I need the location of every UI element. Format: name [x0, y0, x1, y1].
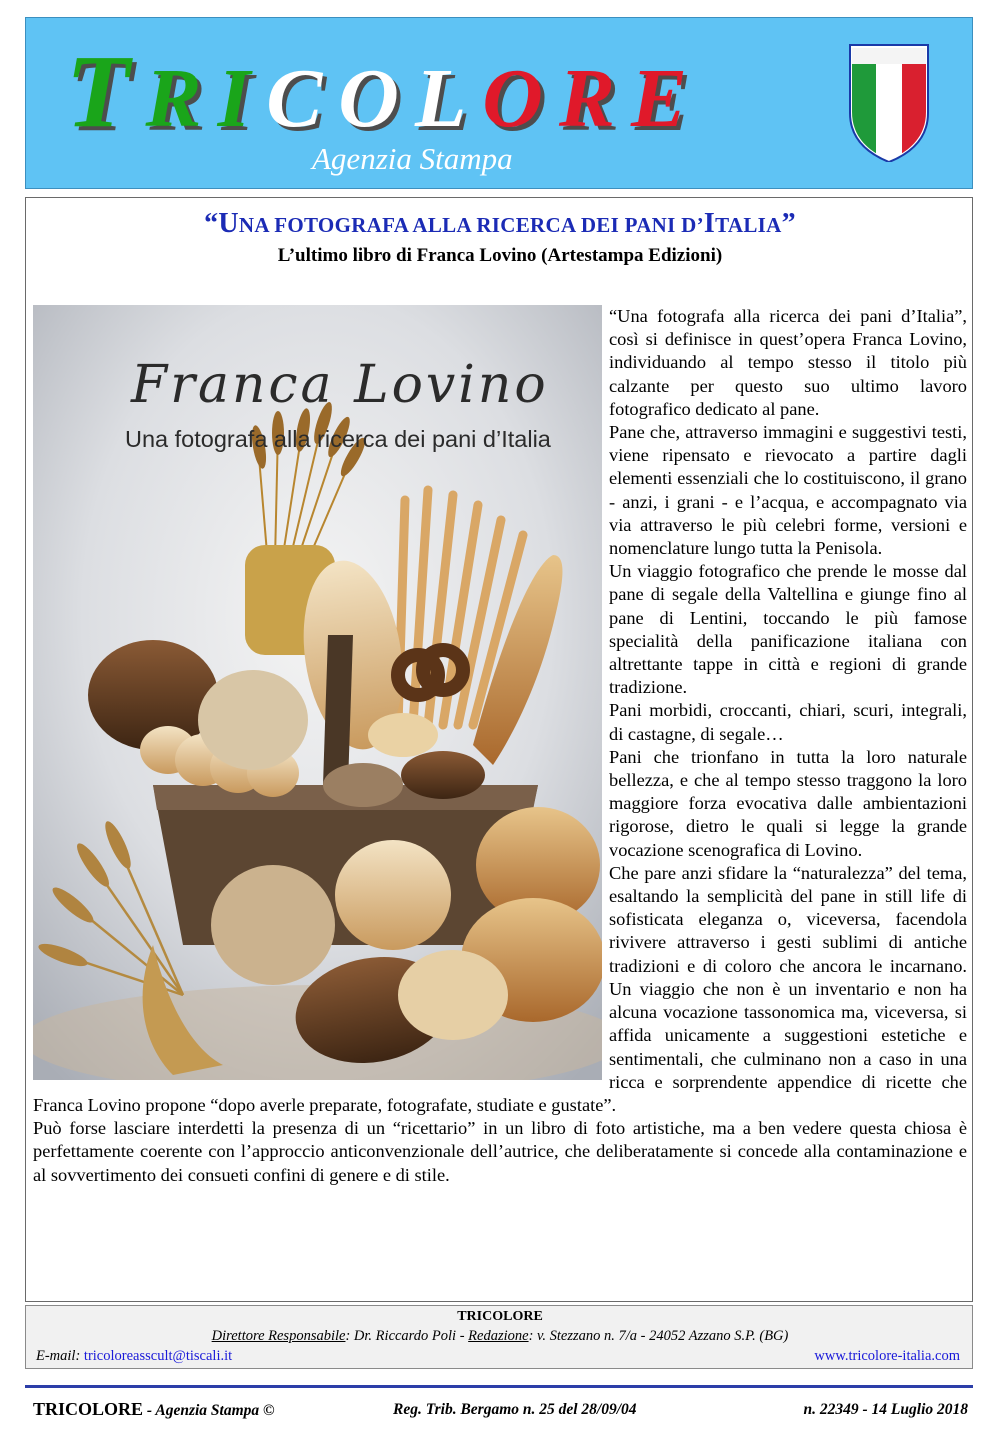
director-value: : Dr. Riccardo Poli -: [345, 1328, 469, 1344]
masthead-letter: O: [338, 52, 415, 145]
issue-number-date: n. 22349 - 14 Luglio 2018: [803, 1401, 968, 1418]
article-paragraph: Pane che, attraverso immagini e suggestivi testi, viene ripensato e rievocato a partire dagli elementi essenziali che lo costituiscono, il grano - anzi, i grani - e l’acqua, e accompagnato via via attraverso le più celebri forme, versioni e nomenclature lungo tutta la Penisola.: [609, 422, 967, 559]
masthead-subtitle: Agenzia Stampa: [312, 141, 513, 176]
footer-divider: [25, 1385, 973, 1388]
article-paragraph: Pani morbidi, croccanti, chiari, scuri, integrali, di castagne, di segale…: [609, 700, 967, 744]
headline-part: I: [703, 208, 716, 239]
cover-author-name: Franca Lovino: [131, 355, 549, 415]
email-label: E-mail:: [36, 1348, 81, 1364]
masthead-title: [66, 32, 704, 149]
article-body: [33, 305, 967, 1187]
masthead-letter: R: [145, 52, 218, 145]
headline-part: “U: [204, 208, 239, 239]
director-label: Direttore Responsabile: [211, 1328, 346, 1344]
article-paragraph: Può forse lasciare interdetti la presenza di un “ricettario” in un libro di foto artistiche, ma a ben vedere questa chiosa è perfettamente coerente con l’approccio anticonvenzionale dell’autrice, che deliberatamente si concede alla contaminazione e al sovvertimento dei consueti confini di genere e di stile.: [33, 1118, 967, 1185]
info-email-line: [36, 1348, 232, 1365]
masthead-letter: O: [482, 52, 559, 145]
article-paragraph: Che pare anzi sfidare la “naturalezza” del tema, esaltando la semplicità del pane in still life di sofisticata eleganza o, viceversa, facendola rivivere attraverso i gesti sublimi di antiche tradizioni e di coloro che ancora le incarnano. Un viaggio che non è un inventario e non ha alcuna vocazione tassonomica ma, viceversa, si affida unicamente a suggestioni estetiche e sentimentali, che culminano non a caso in una ricca e sorprendente appendice di ricette che Franca Lovino propone “dopo averle preparate, fotografate, studiate e gustate”.: [33, 862, 967, 1115]
info-director-line: [26, 1328, 974, 1345]
bottom-brand-name: TRICOLORE: [33, 1399, 144, 1419]
masthead-letter: T: [66, 34, 146, 149]
masthead-letter: L: [414, 52, 483, 145]
cover-subtitle: Una fotografa alla ricerca dei pani d’Italia: [125, 426, 551, 452]
publication-info-box: [25, 1305, 973, 1369]
headline-part: TALIA: [715, 213, 782, 237]
bottom-credits: [33, 1399, 968, 1423]
article-paragraph: Un viaggio fotografico che prende le mosse dal pane di segale della Valtellina e giunge fino al pane di Lentini, toccando le più famose specialità della panificazione italiana con altrettante tappe in città e regioni di grande tradizione.: [609, 561, 967, 698]
masthead-letter: C: [266, 52, 339, 145]
registration-text: Reg. Trib. Bergamo n. 25 del 28/09/04: [393, 1401, 637, 1418]
article-frame: [25, 197, 973, 1302]
website-link[interactable]: www.tricolore-italia.com: [814, 1348, 960, 1364]
redazione-value: : v. Stezzano n. 7/a - 24052 Azzano S.P. (BG): [528, 1328, 789, 1344]
masthead-letter: E: [630, 52, 704, 145]
bottom-brand: [33, 1399, 275, 1420]
masthead-letter: R: [558, 52, 631, 145]
email-link[interactable]: tricoloreasscult@tiscali.it: [83, 1348, 233, 1364]
bottom-agency: - Agenzia Stampa ©: [143, 1402, 275, 1419]
article-subheadline: L’ultimo libro di Franca Lovino (Artestampa Edizioni): [277, 245, 723, 266]
masthead-letter: I: [217, 52, 267, 145]
redazione-label: Redazione: [468, 1328, 529, 1344]
article-headline: [26, 208, 974, 240]
masthead-banner: [25, 17, 973, 189]
info-title: TRICOLORE: [457, 1309, 543, 1324]
headline-part: ”: [781, 208, 796, 239]
article-paragraph: “Una fotografa alla ricerca dei pani d’Italia”, così si definisce in quest’opera Franca Lovino, individuando al tempo stesso il titolo più calzante per questo suo ultimo lavoro fotografico dedicato al pane.: [609, 306, 967, 419]
italian-flag-shield-icon: [848, 42, 930, 162]
article-paragraph: Pani che trionfano in tutta la loro naturale bellezza, e che al tempo stesso traggono la loro maggiore forza evocativa dalle ambientazioni rigorose, dietro le quali si legge la grande vocazione scenografica di Lovino.: [609, 746, 967, 860]
headline-part: NA FOTOGRAFA ALLA RICERCA DEI PANI D’: [238, 213, 704, 237]
